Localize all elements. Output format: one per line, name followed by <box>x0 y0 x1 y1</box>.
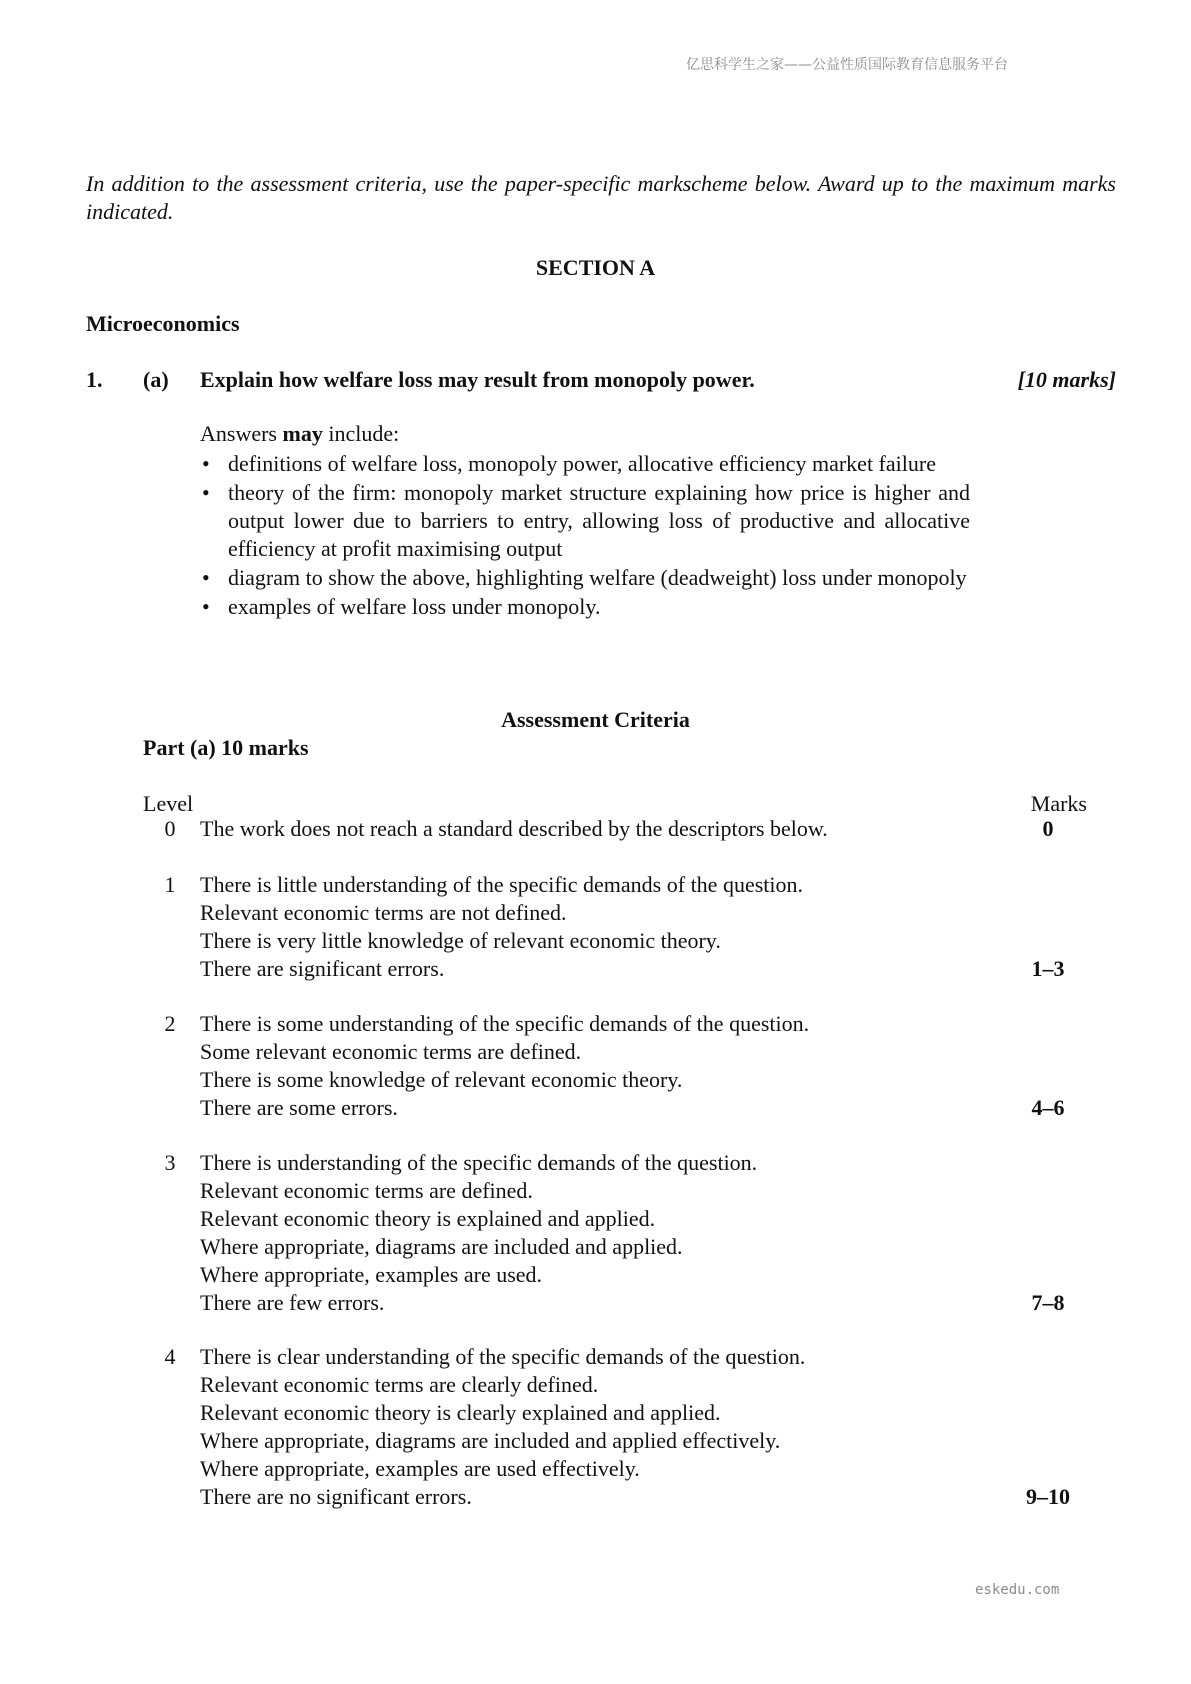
level-number: 0 <box>164 816 176 841</box>
watermark-header: 亿思科学生之家——公益性质国际教育信息服务平台 <box>686 57 1008 73</box>
intro-instructions: In addition to the assessment criteria, use the paper-specific markscheme below. Award up to the maximum marks indicated. <box>86 171 1116 224</box>
descriptor-line: There are few errors. <box>200 1290 385 1315</box>
answers-intro-post: include: <box>322 421 400 446</box>
answer-bullet: • theory of the firm: monopoly market structure explaining how price is higher and output lower due to barriers to entry, allowing loss of productive and allocative efficiency at profit maximising output <box>200 479 970 563</box>
descriptor-line: Where appropriate, examples are used. <box>200 1262 543 1287</box>
level-descriptor <box>200 1343 900 1511</box>
part-title: Part (a) 10 marks <box>143 735 309 760</box>
level-number: 3 <box>164 1150 176 1175</box>
descriptor-line: Where appropriate, diagrams are included and applied. <box>200 1234 683 1259</box>
question-text: Explain how welfare loss may result from monopoly power. <box>200 367 755 392</box>
descriptor-line: There is some understanding of the specific demands of the question. <box>200 1011 810 1036</box>
descriptor-line: Relevant economic theory is clearly explained and applied. <box>200 1400 721 1425</box>
descriptor-line: Where appropriate, examples are used effectively. <box>200 1456 640 1481</box>
answers-intro <box>200 420 970 448</box>
level-number: 4 <box>164 1344 176 1369</box>
marks-header: Marks <box>1030 791 1087 816</box>
question-number: 1. <box>86 367 103 392</box>
descriptor-line: Relevant economic terms are clearly defined. <box>200 1372 599 1397</box>
answers-block <box>200 420 970 622</box>
level-marks: 4–6 <box>1031 1095 1065 1120</box>
descriptor-line: Relevant economic theory is explained and applied. <box>200 1206 656 1231</box>
descriptor-line: Some relevant economic terms are defined. <box>200 1039 582 1064</box>
descriptor-line: There is understanding of the specific demands of the question. <box>200 1150 758 1175</box>
descriptor-line: There is little understanding of the specific demands of the question. <box>200 872 804 897</box>
question-marks: [10 marks] <box>1017 367 1116 392</box>
descriptor-line: There are significant errors. <box>200 956 445 981</box>
section-title: SECTION A <box>535 255 656 280</box>
level-descriptor <box>200 1010 900 1122</box>
descriptor-line: There is very little knowledge of relevant economic theory. <box>200 928 721 953</box>
question-part: (a) <box>143 367 169 392</box>
descriptor-line: Relevant economic terms are not defined. <box>200 900 567 925</box>
answers-intro-pre: Answers <box>200 421 283 446</box>
subsection-title: Microeconomics <box>86 311 240 336</box>
descriptor-line: There is clear understanding of the specific demands of the question. <box>200 1344 806 1369</box>
descriptor-line: The work does not reach a standard described by the descriptors below. <box>200 816 828 841</box>
answer-bullet: • definitions of welfare loss, monopoly power, allocative efficiency market failure <box>200 450 970 478</box>
level-header: Level <box>143 791 194 816</box>
level-marks: 7–8 <box>1031 1290 1065 1315</box>
answers-list <box>200 450 970 621</box>
assessment-title: Assessment Criteria <box>501 707 690 732</box>
answer-bullet: • examples of welfare loss under monopoly. <box>200 593 970 621</box>
watermark-footer: eskedu.com <box>975 1582 1060 1598</box>
level-number: 2 <box>164 1011 176 1036</box>
level-marks: 0 <box>1042 816 1054 841</box>
level-descriptor <box>200 815 900 843</box>
level-descriptor <box>200 871 900 983</box>
answers-intro-bold: may <box>282 421 323 446</box>
descriptor-line: Relevant economic terms are defined. <box>200 1178 533 1203</box>
answer-bullet: • diagram to show the above, highlighting welfare (deadweight) loss under monopoly <box>200 564 970 592</box>
level-descriptor <box>200 1149 900 1317</box>
descriptor-line: There are no significant errors. <box>200 1484 472 1509</box>
descriptor-line: Where appropriate, diagrams are included and applied effectively. <box>200 1428 781 1453</box>
descriptor-line: There are some errors. <box>200 1095 398 1120</box>
descriptor-line: There is some knowledge of relevant economic theory. <box>200 1067 683 1092</box>
level-marks: 1–3 <box>1031 956 1065 981</box>
level-marks: 9–10 <box>1026 1484 1070 1509</box>
level-number: 1 <box>164 872 176 897</box>
